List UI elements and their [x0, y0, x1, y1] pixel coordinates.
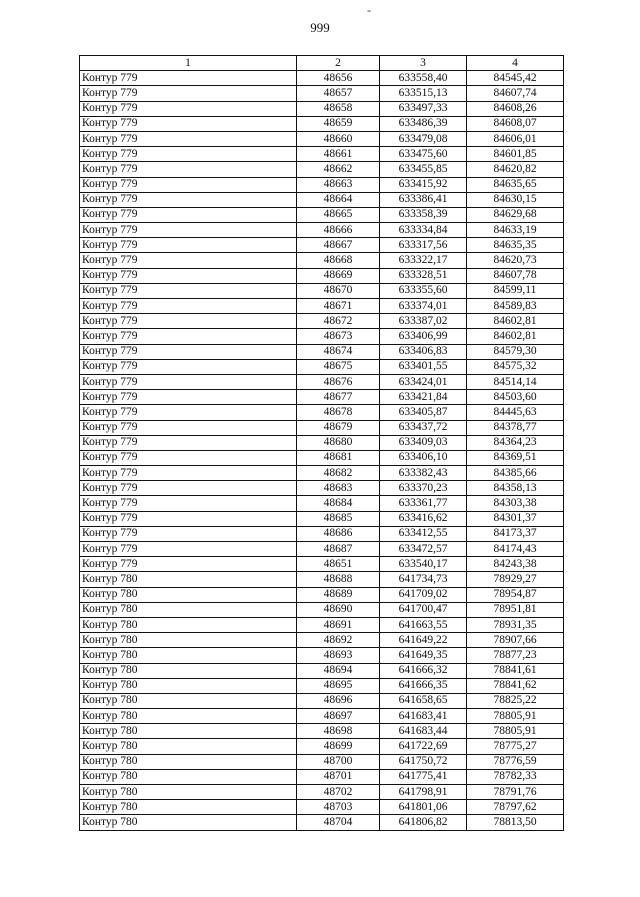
- y-coordinate-cell: 84243,38: [467, 557, 564, 572]
- contour-name-cell: Контур 779: [80, 283, 297, 298]
- y-coordinate-cell: 84173,37: [467, 526, 564, 541]
- table-row: [80, 253, 564, 268]
- point-number-cell: 48670: [297, 283, 380, 298]
- table-row: [80, 617, 564, 632]
- contour-name-cell: Контур 780: [80, 693, 297, 708]
- point-number-cell: 48702: [297, 785, 380, 800]
- table-row: [80, 344, 564, 359]
- table-row: [80, 724, 564, 739]
- table-row: [80, 678, 564, 693]
- point-number-cell: 48673: [297, 329, 380, 344]
- point-number-cell: 48668: [297, 253, 380, 268]
- table-row: [80, 663, 564, 678]
- table-row: [80, 116, 564, 131]
- point-number-cell: 48676: [297, 374, 380, 389]
- x-coordinate-cell: 641722,69: [380, 739, 467, 754]
- y-coordinate-cell: 84629,68: [467, 207, 564, 222]
- x-coordinate-cell: 633355,60: [380, 283, 467, 298]
- point-number-cell: 48692: [297, 633, 380, 648]
- point-number-cell: 48694: [297, 663, 380, 678]
- table-header: [80, 56, 564, 71]
- page-number: 999: [310, 20, 330, 35]
- table-row: [80, 542, 564, 557]
- table-row: [80, 648, 564, 663]
- table-row: [80, 329, 564, 344]
- contour-name-cell: Контур 780: [80, 709, 297, 724]
- point-number-cell: 48691: [297, 617, 380, 632]
- y-coordinate-cell: 84635,35: [467, 238, 564, 253]
- y-coordinate-cell: 78775,27: [467, 739, 564, 754]
- point-number-cell: 48704: [297, 815, 380, 830]
- page-top-mark: -: [367, 3, 371, 17]
- x-coordinate-cell: 633558,40: [380, 71, 467, 86]
- y-coordinate-cell: 84601,85: [467, 147, 564, 162]
- y-coordinate-cell: 78805,91: [467, 724, 564, 739]
- point-number-cell: 48671: [297, 299, 380, 314]
- x-coordinate-cell: 641700,47: [380, 602, 467, 617]
- contour-name-cell: Контур 780: [80, 633, 297, 648]
- contour-name-cell: Контур 779: [80, 192, 297, 207]
- contour-name-cell: Контур 779: [80, 405, 297, 420]
- contour-name-cell: Контур 779: [80, 71, 297, 86]
- contour-name-cell: Контур 780: [80, 587, 297, 602]
- table-row: [80, 709, 564, 724]
- point-number-cell: 48682: [297, 466, 380, 481]
- point-number-cell: 48651: [297, 557, 380, 572]
- contour-name-cell: Контур 780: [80, 724, 297, 739]
- y-coordinate-cell: 78907,66: [467, 633, 564, 648]
- table-row: [80, 815, 564, 830]
- y-coordinate-cell: 78797,62: [467, 800, 564, 815]
- table-row: [80, 785, 564, 800]
- table-row: [80, 192, 564, 207]
- y-coordinate-cell: 78782,33: [467, 769, 564, 784]
- x-coordinate-cell: 633406,10: [380, 450, 467, 465]
- table-row: [80, 162, 564, 177]
- point-number-cell: 48656: [297, 71, 380, 86]
- y-coordinate-cell: 84602,81: [467, 314, 564, 329]
- x-coordinate-cell: 633406,99: [380, 329, 467, 344]
- y-coordinate-cell: 84575,32: [467, 359, 564, 374]
- contour-name-cell: Контур 779: [80, 450, 297, 465]
- x-coordinate-cell: 641750,72: [380, 754, 467, 769]
- contour-name-cell: Контур 780: [80, 678, 297, 693]
- x-coordinate-cell: 633406,83: [380, 344, 467, 359]
- table-row: [80, 496, 564, 511]
- contour-name-cell: Контур 780: [80, 815, 297, 830]
- y-coordinate-cell: 84385,66: [467, 466, 564, 481]
- contour-name-cell: Контур 780: [80, 785, 297, 800]
- contour-name-cell: Контур 780: [80, 617, 297, 632]
- table-row: [80, 177, 564, 192]
- table-row: [80, 86, 564, 101]
- contour-name-cell: Контур 780: [80, 648, 297, 663]
- x-coordinate-cell: 633361,77: [380, 496, 467, 511]
- contour-name-cell: Контур 779: [80, 557, 297, 572]
- y-coordinate-cell: 84174,43: [467, 542, 564, 557]
- y-coordinate-cell: 84607,74: [467, 86, 564, 101]
- contour-name-cell: Контур 779: [80, 390, 297, 405]
- y-coordinate-cell: 84606,01: [467, 131, 564, 146]
- contour-name-cell: Контур 779: [80, 420, 297, 435]
- y-coordinate-cell: 84364,23: [467, 435, 564, 450]
- point-number-cell: 48703: [297, 800, 380, 815]
- x-coordinate-cell: 641683,44: [380, 724, 467, 739]
- y-coordinate-cell: 84503,60: [467, 390, 564, 405]
- y-coordinate-cell: 84378,77: [467, 420, 564, 435]
- y-coordinate-cell: 84620,73: [467, 253, 564, 268]
- point-number-cell: 48700: [297, 754, 380, 769]
- contour-name-cell: Контур 779: [80, 268, 297, 283]
- y-coordinate-cell: 84607,78: [467, 268, 564, 283]
- point-number-cell: 48677: [297, 390, 380, 405]
- contour-name-cell: Контур 779: [80, 435, 297, 450]
- table-row: [80, 572, 564, 587]
- y-coordinate-cell: 84301,37: [467, 511, 564, 526]
- contour-name-cell: Контур 779: [80, 238, 297, 253]
- x-coordinate-cell: 641649,35: [380, 648, 467, 663]
- y-coordinate-cell: 78929,27: [467, 572, 564, 587]
- x-coordinate-cell: 633472,57: [380, 542, 467, 557]
- contour-name-cell: Контур 779: [80, 466, 297, 481]
- x-coordinate-cell: 641709,02: [380, 587, 467, 602]
- x-coordinate-cell: 641775,41: [380, 769, 467, 784]
- x-coordinate-cell: 633409,03: [380, 435, 467, 450]
- x-coordinate-cell: 641734,73: [380, 572, 467, 587]
- x-coordinate-cell: 633421,84: [380, 390, 467, 405]
- contour-name-cell: Контур 780: [80, 663, 297, 678]
- x-coordinate-cell: 633322,17: [380, 253, 467, 268]
- x-coordinate-cell: 633424,01: [380, 374, 467, 389]
- y-coordinate-cell: 78951,81: [467, 602, 564, 617]
- point-number-cell: 48685: [297, 511, 380, 526]
- table-row: [80, 71, 564, 86]
- y-coordinate-cell: 84514,14: [467, 374, 564, 389]
- y-coordinate-cell: 84608,07: [467, 116, 564, 131]
- contour-name-cell: Контур 780: [80, 754, 297, 769]
- point-number-cell: 48660: [297, 131, 380, 146]
- contour-name-cell: Контур 779: [80, 511, 297, 526]
- point-number-cell: 48674: [297, 344, 380, 359]
- point-number-cell: 48675: [297, 359, 380, 374]
- table-row: [80, 390, 564, 405]
- contour-name-cell: Контур 780: [80, 602, 297, 617]
- point-number-cell: 48690: [297, 602, 380, 617]
- contour-name-cell: Контур 779: [80, 101, 297, 116]
- table-row: [80, 268, 564, 283]
- table-row: [80, 101, 564, 116]
- table-row: [80, 466, 564, 481]
- x-coordinate-cell: 633334,84: [380, 223, 467, 238]
- x-coordinate-cell: 633401,55: [380, 359, 467, 374]
- contour-name-cell: Контур 779: [80, 344, 297, 359]
- x-coordinate-cell: 633437,72: [380, 420, 467, 435]
- table-row: [80, 435, 564, 450]
- x-coordinate-cell: 641649,22: [380, 633, 467, 648]
- table-row: [80, 511, 564, 526]
- point-number-cell: 48672: [297, 314, 380, 329]
- point-number-cell: 48688: [297, 572, 380, 587]
- coordinates-table: [79, 55, 564, 831]
- y-coordinate-cell: 78931,35: [467, 617, 564, 632]
- y-coordinate-cell: 84303,38: [467, 496, 564, 511]
- contour-name-cell: Контур 779: [80, 299, 297, 314]
- contour-name-cell: Контур 779: [80, 131, 297, 146]
- contour-name-cell: Контур 779: [80, 253, 297, 268]
- point-number-cell: 48661: [297, 147, 380, 162]
- x-coordinate-cell: 633475,60: [380, 147, 467, 162]
- point-number-cell: 48669: [297, 268, 380, 283]
- contour-name-cell: Контур 779: [80, 496, 297, 511]
- x-coordinate-cell: 633455,85: [380, 162, 467, 177]
- x-coordinate-cell: 633479,08: [380, 131, 467, 146]
- x-coordinate-cell: 633358,39: [380, 207, 467, 222]
- point-number-cell: 48664: [297, 192, 380, 207]
- table-row: [80, 769, 564, 784]
- contour-name-cell: Контур 780: [80, 769, 297, 784]
- table-row: [80, 739, 564, 754]
- x-coordinate-cell: 633374,01: [380, 299, 467, 314]
- table-row: [80, 299, 564, 314]
- y-coordinate-cell: 84633,19: [467, 223, 564, 238]
- contour-name-cell: Контур 779: [80, 314, 297, 329]
- contour-name-cell: Контур 780: [80, 739, 297, 754]
- y-coordinate-cell: 84589,83: [467, 299, 564, 314]
- point-number-cell: 48697: [297, 709, 380, 724]
- point-number-cell: 48679: [297, 420, 380, 435]
- point-number-cell: 48663: [297, 177, 380, 192]
- point-number-cell: 48699: [297, 739, 380, 754]
- y-coordinate-cell: 84369,51: [467, 450, 564, 465]
- table-row: [80, 405, 564, 420]
- y-coordinate-cell: 78776,59: [467, 754, 564, 769]
- x-coordinate-cell: 633412,55: [380, 526, 467, 541]
- contour-name-cell: Контур 779: [80, 177, 297, 192]
- y-coordinate-cell: 78805,91: [467, 709, 564, 724]
- x-coordinate-cell: 641666,32: [380, 663, 467, 678]
- y-coordinate-cell: 84545,42: [467, 71, 564, 86]
- point-number-cell: 48695: [297, 678, 380, 693]
- y-coordinate-cell: 84602,81: [467, 329, 564, 344]
- contour-name-cell: Контур 779: [80, 542, 297, 557]
- contour-name-cell: Контур 779: [80, 223, 297, 238]
- y-coordinate-cell: 84620,82: [467, 162, 564, 177]
- table-row: [80, 238, 564, 253]
- y-coordinate-cell: 84635,65: [467, 177, 564, 192]
- table-row: [80, 450, 564, 465]
- point-number-cell: 48680: [297, 435, 380, 450]
- column-header-1: 1: [80, 56, 297, 71]
- point-number-cell: 48658: [297, 101, 380, 116]
- x-coordinate-cell: 641806,82: [380, 815, 467, 830]
- x-coordinate-cell: 641658,65: [380, 693, 467, 708]
- contour-name-cell: Контур 779: [80, 359, 297, 374]
- point-number-cell: 48659: [297, 116, 380, 131]
- point-number-cell: 48678: [297, 405, 380, 420]
- y-coordinate-cell: 84599,11: [467, 283, 564, 298]
- point-number-cell: 48701: [297, 769, 380, 784]
- y-coordinate-cell: 78791,76: [467, 785, 564, 800]
- table-row: [80, 587, 564, 602]
- y-coordinate-cell: 84630,15: [467, 192, 564, 207]
- x-coordinate-cell: 633328,51: [380, 268, 467, 283]
- contour-name-cell: Контур 779: [80, 162, 297, 177]
- table-row: [80, 633, 564, 648]
- x-coordinate-cell: 633497,33: [380, 101, 467, 116]
- table-row: [80, 557, 564, 572]
- point-number-cell: 48666: [297, 223, 380, 238]
- table-row: [80, 283, 564, 298]
- table-body: [80, 71, 564, 830]
- x-coordinate-cell: 641663,55: [380, 617, 467, 632]
- x-coordinate-cell: 633486,39: [380, 116, 467, 131]
- column-header-2: 2: [297, 56, 380, 71]
- x-coordinate-cell: 633317,56: [380, 238, 467, 253]
- table-row: [80, 359, 564, 374]
- y-coordinate-cell: 84358,13: [467, 481, 564, 496]
- contour-name-cell: Контур 779: [80, 374, 297, 389]
- table-row: [80, 800, 564, 815]
- point-number-cell: 48657: [297, 86, 380, 101]
- table-row: [80, 420, 564, 435]
- contour-name-cell: Контур 780: [80, 800, 297, 815]
- contour-name-cell: Контур 779: [80, 207, 297, 222]
- header-row: [80, 56, 564, 71]
- x-coordinate-cell: 633405,87: [380, 405, 467, 420]
- y-coordinate-cell: 84445,63: [467, 405, 564, 420]
- y-coordinate-cell: 78954,87: [467, 587, 564, 602]
- x-coordinate-cell: 633370,23: [380, 481, 467, 496]
- x-coordinate-cell: 641798,91: [380, 785, 467, 800]
- x-coordinate-cell: 641801,06: [380, 800, 467, 815]
- contour-name-cell: Контур 779: [80, 116, 297, 131]
- x-coordinate-cell: 641683,41: [380, 709, 467, 724]
- x-coordinate-cell: 633382,43: [380, 466, 467, 481]
- x-coordinate-cell: 633387,02: [380, 314, 467, 329]
- table-row: [80, 374, 564, 389]
- column-header-4: 4: [467, 56, 564, 71]
- point-number-cell: 48693: [297, 648, 380, 663]
- contour-name-cell: Контур 779: [80, 481, 297, 496]
- point-number-cell: 48665: [297, 207, 380, 222]
- point-number-cell: 48698: [297, 724, 380, 739]
- table-row: [80, 602, 564, 617]
- point-number-cell: 48689: [297, 587, 380, 602]
- y-coordinate-cell: 84579,30: [467, 344, 564, 359]
- y-coordinate-cell: 84608,26: [467, 101, 564, 116]
- table-row: [80, 147, 564, 162]
- y-coordinate-cell: 78877,23: [467, 648, 564, 663]
- point-number-cell: 48667: [297, 238, 380, 253]
- x-coordinate-cell: 641666,35: [380, 678, 467, 693]
- x-coordinate-cell: 633540,17: [380, 557, 467, 572]
- table-row: [80, 314, 564, 329]
- contour-name-cell: Контур 779: [80, 86, 297, 101]
- table-row: [80, 223, 564, 238]
- y-coordinate-cell: 78841,62: [467, 678, 564, 693]
- table-row: [80, 481, 564, 496]
- x-coordinate-cell: 633416,62: [380, 511, 467, 526]
- y-coordinate-cell: 78813,50: [467, 815, 564, 830]
- x-coordinate-cell: 633386,41: [380, 192, 467, 207]
- contour-name-cell: Контур 779: [80, 329, 297, 344]
- table-row: [80, 754, 564, 769]
- point-number-cell: 48681: [297, 450, 380, 465]
- y-coordinate-cell: 78841,61: [467, 663, 564, 678]
- contour-name-cell: Контур 780: [80, 572, 297, 587]
- x-coordinate-cell: 633515,13: [380, 86, 467, 101]
- x-coordinate-cell: 633415,92: [380, 177, 467, 192]
- point-number-cell: 48696: [297, 693, 380, 708]
- point-number-cell: 48686: [297, 526, 380, 541]
- y-coordinate-cell: 78825,22: [467, 693, 564, 708]
- point-number-cell: 48683: [297, 481, 380, 496]
- point-number-cell: 48687: [297, 542, 380, 557]
- point-number-cell: 48684: [297, 496, 380, 511]
- contour-name-cell: Контур 779: [80, 147, 297, 162]
- contour-name-cell: Контур 779: [80, 526, 297, 541]
- table-row: [80, 207, 564, 222]
- table-row: [80, 526, 564, 541]
- table-row: [80, 693, 564, 708]
- table-row: [80, 131, 564, 146]
- column-header-3: 3: [380, 56, 467, 71]
- point-number-cell: 48662: [297, 162, 380, 177]
